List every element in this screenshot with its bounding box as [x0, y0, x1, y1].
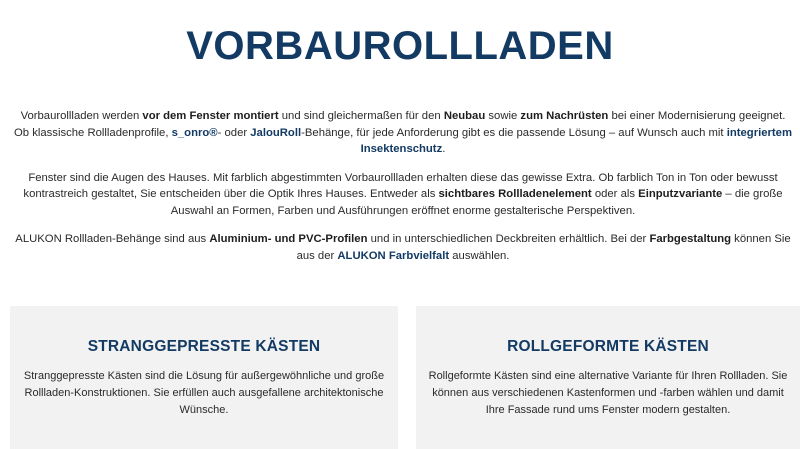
- page-title: VORBAUROLLLADEN: [186, 24, 614, 68]
- link-jalouroll[interactable]: JalouRoll: [250, 126, 302, 139]
- card-heading: STRANGGEPRESSTE KÄSTEN: [87, 338, 321, 355]
- highlight-text: zum Nachrüsten: [520, 110, 609, 122]
- highlight-text: vor dem Fenster montiert: [142, 110, 279, 122]
- card-heading: ROLLGEFORMTE KÄSTEN: [507, 338, 709, 355]
- link-insektenschutz[interactable]: integriertem Insektenschutz: [360, 126, 792, 155]
- intro-paragraph-2: Fenster sind die Augen des Hauses. Mit farblich abgestimmten Vorbaurollladen erhalten diese das gewisse Extra. Ob farblich Ton in Ton oder bewusst kontrastreich gestaltet, Sie entscheiden über die Optik Ihres Hauses. Entweder als sichtbares Rollladenelement oder als Einputzvariante – die große Auswahl an Formen, Farben und Ausführungen eröffnet enorme gestalterische Perspektiven.: [23, 171, 783, 217]
- link-sonro[interactable]: s_onro®: [171, 126, 218, 139]
- highlight-text: Neubau: [443, 110, 486, 122]
- highlight-text: Farbgestaltung: [649, 233, 732, 245]
- card-text: Stranggepresste Kästen sind die Lösung für außergewöhnliche und große Rollladen-Konstruktionen. Sie erfüllen auch ausgefallene architektonische Wünsche.: [23, 370, 385, 416]
- highlight-text: Aluminium- und PVC-Profilen: [209, 233, 368, 245]
- highlight-text: sichtbares Rollladenelement: [438, 188, 592, 200]
- intro-paragraph-1: Vorbaurollladen werden vor dem Fenster montiert und sind gleichermaßen für den Neubau sowie zum Nachrüsten bei einer Modernisierung geeignet. Ob klassische Rollladenprofile, s_onro®- oder JalouRoll-Behänge, für jede Anforderung gibt es die passende Lösung – auf Wunsch auch mit integriertem Insektenschutz.: [14, 110, 792, 155]
- card-rollgeformte-kaesten: [416, 306, 800, 449]
- intro-paragraph-3: ALUKON Rollladen-Behänge sind aus Aluminium- und PVC-Profilen und in unterschiedlichen Deckbreiten erhältlich. Bei der Farbgestaltung können Sie aus der ALUKON Farbvielfalt auswählen.: [15, 233, 791, 262]
- link-farbvielfalt[interactable]: ALUKON Farbvielfalt: [337, 249, 450, 262]
- highlight-text: Einputzvariante: [638, 188, 723, 200]
- card-stranggepresste-kaesten: [10, 306, 398, 449]
- intro-text: [12, 108, 794, 276]
- card-text: Rollgeformte Kästen sind eine alternative Variante für Ihren Rollladen. Sie können aus verschiedenen Kastenformen und -farben wählen und damit Ihre Fassade rund ums Fenster modern gestalten.: [428, 370, 788, 416]
